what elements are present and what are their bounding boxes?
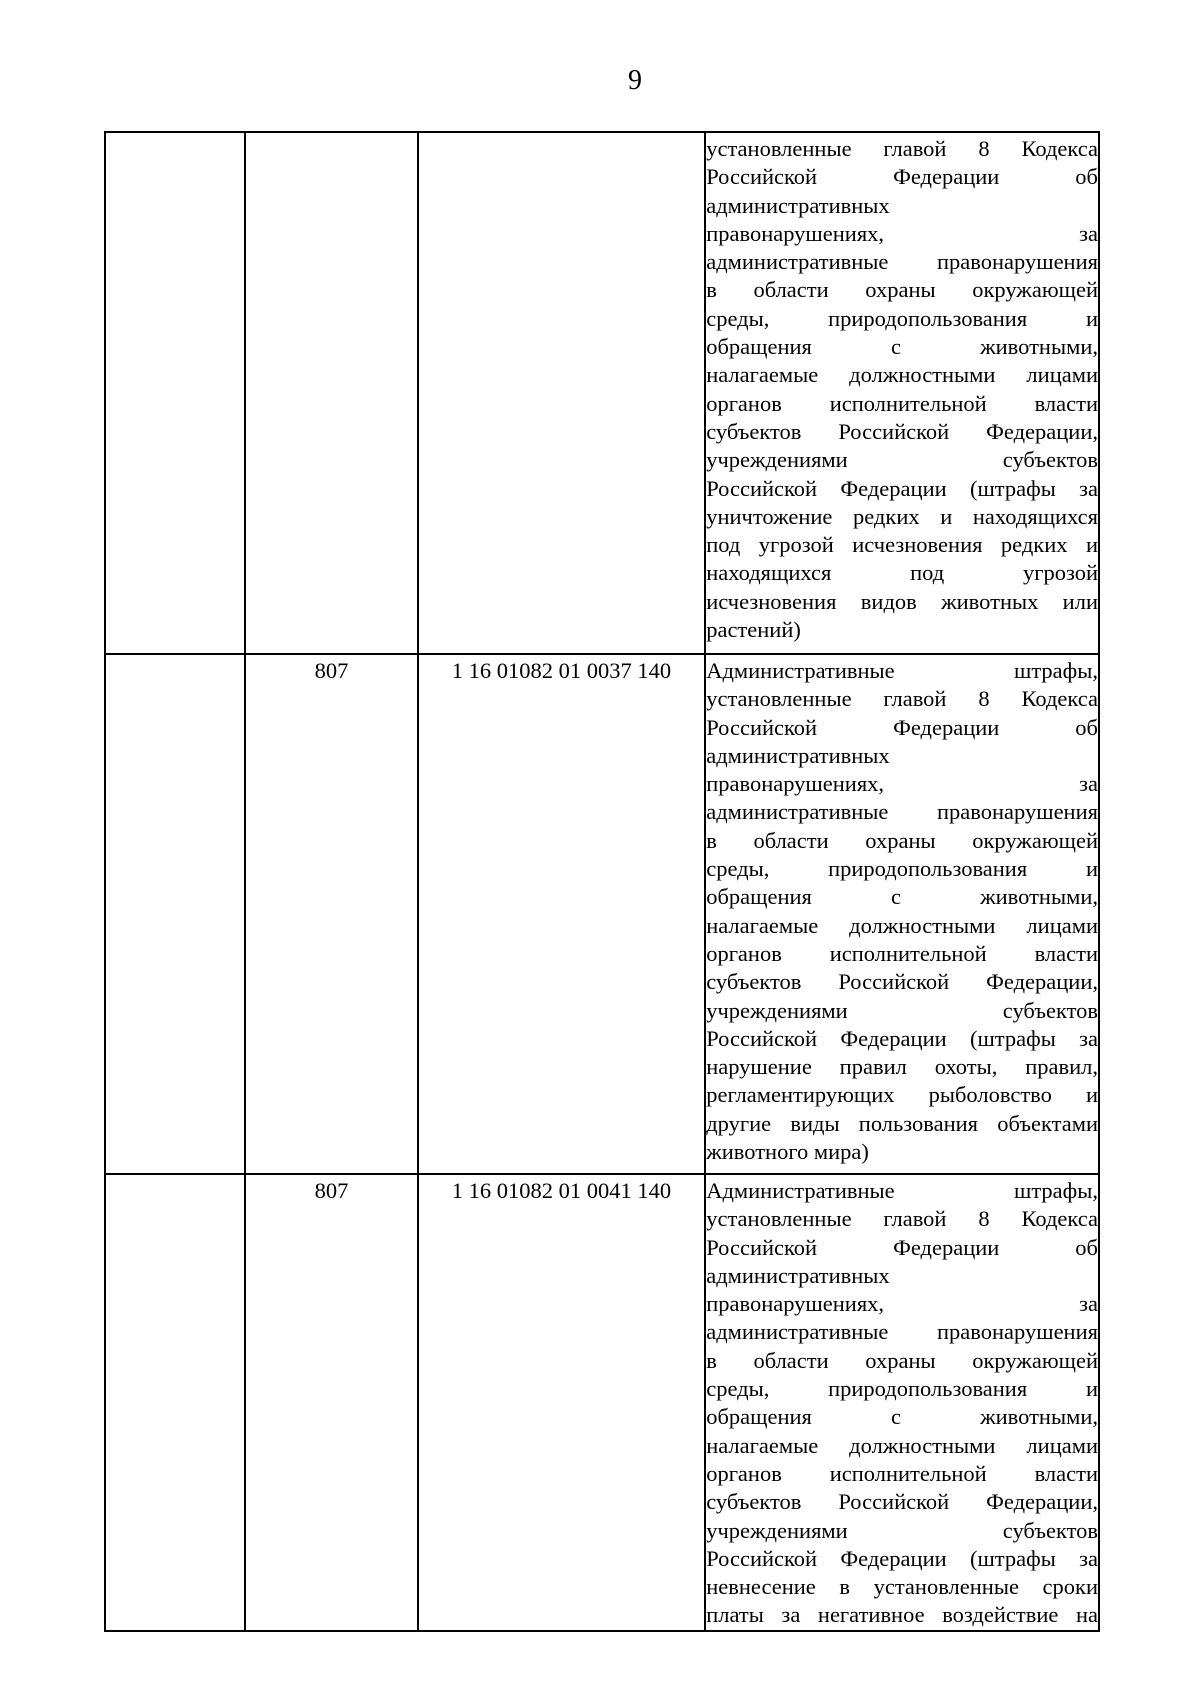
table-row [105, 132, 1099, 654]
admin-code-cell: 807 [245, 654, 417, 1174]
income-name-line: субъектов Российской Федерации, [706, 418, 1098, 444]
income-name-cell [705, 654, 1099, 1174]
income-name-line: административные правонарушения [706, 249, 1098, 275]
income-name-line: учреждениями субъектов [706, 1517, 1098, 1543]
income-name-line: органов исполнительной власти [706, 940, 1098, 966]
income-name-line: находящихся под угрозой [706, 560, 1098, 586]
income-name-line: в области охраны окружающей [706, 277, 1098, 303]
income-name-line: животного мира) [706, 1139, 869, 1165]
income-name-line: правонарушениях, за [706, 771, 1098, 797]
income-name-cell [705, 132, 1099, 654]
income-name-line: административных [706, 1262, 890, 1288]
income-name-cell [705, 1174, 1099, 1631]
income-name-line: органов исполнительной власти [706, 390, 1098, 416]
income-name-line: правонарушениях, за [706, 1291, 1098, 1317]
income-name-line: среды, природопользования и [706, 305, 1098, 331]
income-name-line: среды, природопользования и [706, 1376, 1098, 1402]
income-name-line: обращения с животными, [706, 1404, 1098, 1430]
income-name-line: уничтожение редких и находящихся [706, 503, 1098, 529]
income-name-line: Российской Федерации (штрафы за [706, 1025, 1098, 1051]
budget-classification-table [104, 131, 1100, 1632]
income-name-line: обращения с животными, [706, 334, 1098, 360]
table-row [105, 654, 1099, 1174]
income-name-line: учреждениями субъектов [706, 447, 1098, 473]
income-name-line: органов исполнительной власти [706, 1460, 1098, 1486]
income-name-line: под угрозой исчезновения редких и [706, 532, 1098, 558]
page-number: 9 [628, 65, 642, 96]
income-name-line: налагаемые должностными лицами [706, 1432, 1098, 1458]
income-name-line: административные правонарушения [706, 1319, 1098, 1345]
income-name-line: налагаемые должностными лицами [706, 362, 1098, 388]
empty-cell [105, 654, 245, 1174]
income-name-line: Российской Федерации (штрафы за [706, 475, 1098, 501]
income-name-line: Российской Федерации об [706, 1234, 1098, 1260]
income-name-line: невнесение в установленные сроки [706, 1574, 1098, 1600]
income-name-line: налагаемые должностными лицами [706, 912, 1098, 938]
income-name-line: среды, природопользования и [706, 856, 1098, 882]
table-row [105, 1174, 1099, 1631]
admin-code-cell: 807 [245, 1174, 417, 1631]
income-name-line: субъектов Российской Федерации, [706, 969, 1098, 995]
income-name-line: растений) [706, 617, 801, 643]
income-name-line: Российской Федерации (штрафы за [706, 1545, 1098, 1571]
income-name-line: обращения с животными, [706, 884, 1098, 910]
income-name-line: административных [706, 742, 890, 768]
income-name-line: Административные штрафы, [706, 658, 1098, 683]
income-name-line: исчезновения видов животных или [706, 588, 1098, 614]
income-name-line: в области охраны окружающей [706, 1347, 1098, 1373]
income-name-line: установленные главой 8 Кодекса [706, 686, 1098, 712]
income-name-line: Российской Федерации об [706, 714, 1098, 740]
income-name-line: административных [706, 192, 890, 218]
income-name-line: Российской Федерации об [706, 164, 1098, 190]
kbk-code-cell: 1 16 01082 01 0037 140 [418, 654, 706, 1174]
income-name-line: платы за негативное воздействие на [706, 1602, 1098, 1628]
income-name-line: установленные главой 8 Кодекса [706, 1206, 1098, 1232]
income-name-line: нарушение правил охоты, правил, [706, 1054, 1098, 1080]
income-name-line: правонарушениях, за [706, 220, 1098, 246]
income-name-line: в области охраны окружающей [706, 827, 1098, 853]
income-name-line: учреждениями субъектов [706, 997, 1098, 1023]
income-name-line: другие виды пользования объектами [706, 1110, 1098, 1136]
kbk-code-cell [418, 132, 706, 654]
income-name-line: регламентирующих рыболовство и [706, 1082, 1098, 1108]
empty-cell [105, 132, 245, 654]
admin-code-cell [245, 132, 417, 654]
income-name-line: установленные главой 8 Кодекса [706, 136, 1098, 161]
income-name-line: субъектов Российской Федерации, [706, 1489, 1098, 1515]
income-name-line: Административные штрафы, [706, 1178, 1098, 1203]
kbk-code-cell: 1 16 01082 01 0041 140 [418, 1174, 706, 1631]
empty-cell [105, 1174, 245, 1631]
income-name-line: административные правонарушения [706, 799, 1098, 825]
